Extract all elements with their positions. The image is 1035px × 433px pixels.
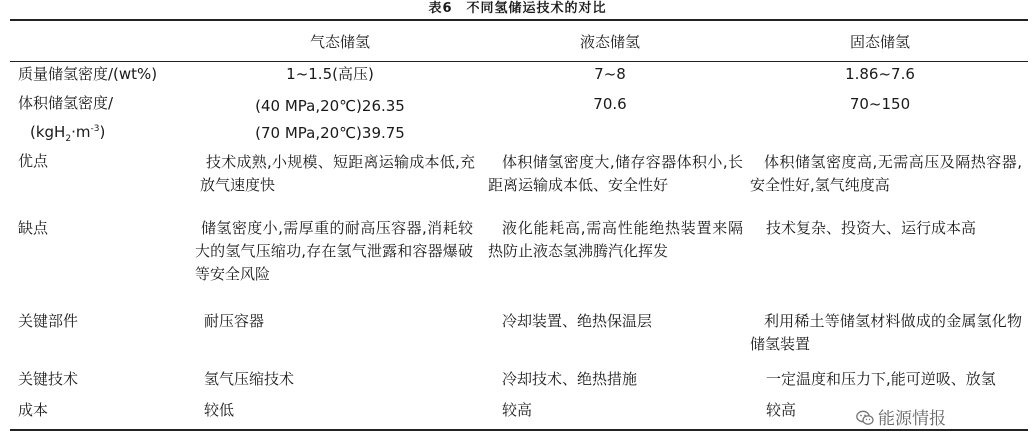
bottom-rule [10, 429, 1028, 431]
header-liquid: 液态储氢 [579, 33, 640, 51]
watermark-text: 能源情报 [878, 409, 946, 429]
wechat-icon [856, 410, 874, 426]
cell-mass-liquid: 7~8 [594, 65, 626, 83]
cell-volume-gas-1: (40 MPa,20℃)26.35 [255, 97, 405, 115]
cell-components-solid: 利用稀土等储氢材料做成的金属氢化物储氢装置 [750, 312, 1022, 353]
cell-disadvantages-gas: 储氢密度小,需厚重的耐高压容器,消耗较大的氢气压缩功,存在氢气泄露和容器爆破等安全风险 [195, 219, 473, 283]
table-title: 表6 不同氢储运技术的对比 [428, 1, 607, 16]
row-label-advantages: 优点 [18, 152, 49, 170]
cell-disadvantages-solid: 技术复杂、投资大、运行成本高 [766, 219, 977, 237]
cell-technology-solid: 一定温度和压力下,能可逆吸、放氢 [766, 370, 996, 388]
cell-disadvantages-liquid: 液化能耗高,需高性能绝热装置来隔热防止液态氢沸腾汽化挥发 [488, 219, 743, 260]
row-label-mass-density: 质量储氢密度/(wt%) [18, 65, 158, 83]
row-label-key-components: 关键部件 [18, 312, 79, 330]
row-label-volume-density: 体积储氢密度/ [18, 94, 114, 112]
watermark [852, 404, 950, 429]
cell-volume-solid: 70~150 [849, 95, 911, 113]
cell-components-gas: 耐压容器 [204, 312, 265, 330]
header-rule [10, 61, 1028, 62]
row-label-volume-unit: $(kgH_2\cdot m^{-3})$ [30, 123, 106, 144]
cell-mass-gas: 1~1.5(高压) [286, 65, 374, 83]
header-gas: 气态储氢 [309, 33, 370, 51]
header-solid: 固态储氢 [849, 33, 910, 51]
row-label-cost: 成本 [18, 401, 49, 419]
row-label-key-technology: 关键技术 [18, 370, 79, 388]
cell-cost-gas: 较低 [204, 401, 235, 419]
cell-advantages-solid: 体积储氢密度高,无需高压及隔热容器,安全性好,氢气纯度高 [750, 153, 1022, 194]
top-rule [10, 19, 1028, 21]
cell-cost-solid: 较高 [766, 401, 797, 419]
cell-advantages-liquid: 体积储氢密度大,储存容器体积小,长距离运输成本低、安全性好 [488, 153, 743, 194]
cell-components-liquid: 冷却装置、绝热保温层 [502, 312, 653, 330]
cell-volume-gas-2: (70 MPa,20℃)39.75 [255, 124, 405, 142]
cell-mass-solid: 1.86~7.6 [845, 65, 915, 83]
row-label-disadvantages: 缺点 [18, 219, 49, 237]
cell-volume-liquid: 70.6 [593, 95, 627, 113]
cell-technology-gas: 氢气压缩技术 [204, 370, 295, 388]
cell-cost-liquid: 较高 [502, 401, 533, 419]
cell-technology-liquid: 冷却技术、绝热措施 [502, 370, 638, 388]
cell-advantages-gas: 技术成熟,小规模、短距离运输成本低,充放气速度快 [200, 153, 475, 194]
